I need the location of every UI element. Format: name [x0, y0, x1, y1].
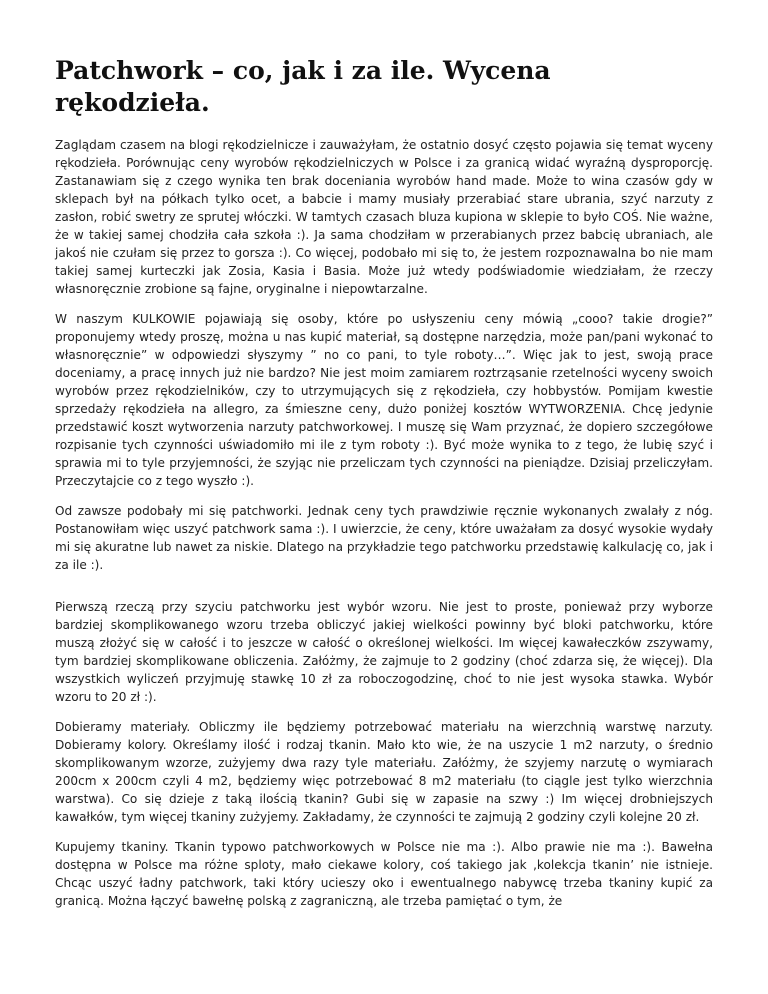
paragraph-3: Od zawsze podobały mi się patchworki. Jednak ceny tych prawdziwie ręcznie wykonanych zwalały z nóg. Postanowiłam więc uszyć patchwork sama :). I uwierzcie, że ceny, które uważałam za dosyć wysokie wydały mi się akuratne lub nawet za niskie. Dlatego na przykładzie tego patchworku przedstawię kalkulację co, jak i za ile :).: [55, 504, 713, 572]
paragraph-6: Kupujemy tkaniny. Tkanin typowo patchworkowych w Polsce nie ma :). Albo prawie nie ma :). Bawełna dostępna w Polsce ma różne sploty, mało ciekawe kolory, coś takiego jak ‚kolekcja tkanin’ nie istnieje. Chcąc uszyć ładny patchwork, taki który ucieszy oko i ewentualnego nabywcę trzeba tkaniny kupić za granicą. Można łączyć bawełnę polską z zagraniczną, ale trzeba pamiętać o tym, że: [55, 840, 713, 908]
paragraph-4: Pierwszą rzeczą przy szyciu patchworku jest wybór wzoru. Nie jest to proste, ponieważ przy wyborze bardziej skomplikowanego wzoru trzeba obliczyć jakiej wielkości powinny być bloki patchworku, które muszą złożyć się w całość i to jeszcze w całość o określonej wielkości. Im więcej kawałeczków zszywamy, tym bardziej skomplikowane obliczenia. Załóżmy, że zajmuje to 2 godziny (choć zdarza się, że więcej). Dla wszystkich wyliczeń przyjmuję stawkę 10 zł za roboczogodzinę, choć to nie jest wysoka stawka. Wybór wzoru to 20 zł :).: [55, 600, 713, 704]
paragraph-1: Zaglądam czasem na blogi rękodzielnicze i zauważyłam, że ostatnio dosyć często pojawia się temat wyceny rękodzieła. Porównując ceny wyrobów rękodzielniczych w Polsce i za granicą widać wyraźną dysproporcję. Zastanawiam się z czego wynika ten brak doceniania wyrobów hand made. Może to wina czasów gdy w sklepach był na półkach tylko ocet, a babcie i mamy musiały przerabiać stare ubrania, szyć narzuty z zasłon, robić swetry ze sprutej włóczki. W tamtych czasach bluza kupiona w sklepie to było COŚ. Nie ważne, że w takiej samej chodziła cała szkoła :). Ja sama chodziłam w przerabianych przez babcię ubraniach, ale jakoś nie czułam się przez to gorsza :). Co więcej, podobało mi się to, że jestem rozpoznawalna bo nie mam takiej samej kurteczki jak Zosia, Kasia i Basia. Może już wtedy podświadomie wiedziałam, że rzeczy własnoręcznie zrobione są fajne, oryginalne i niepowtarzalne.: [55, 138, 713, 296]
paragraph-5: Dobieramy materiały. Obliczmy ile będziemy potrzebować materiału na wierzchnią warstwę narzuty. Dobieramy kolory. Określamy ilość i rodzaj tkanin. Mało kto wie, że na uszycie 1 m2 narzuty, o średnio skomplikowanym wzorze, zużyjemy dwa razy tyle materiału. Załóżmy, że szyjemy narzutę o wymiarach 200cm x 200cm czyli 4 m2, będziemy więc potrzebować 8 m2 materiału (to ciągle jest tylko wierzchnia warstwa). Co się dzieje z taką ilością tkanin? Gubi się w zapasie na szwy :) Im więcej drobniejszych kawałków, tym więcej tkaniny zużyjemy. Zakładamy, że czynności te zajmują 2 godziny czyli kolejne 20 zł.: [55, 720, 713, 824]
article: [55, 55, 713, 922]
paragraph-2: W naszym KULKOWIE pojawiają się osoby, które po usłyszeniu ceny mówią „cooo? takie drogie?” proponujemy wtedy proszę, można u nas kupić materiał, są dostępne narzędzia, może pan/pani wykonać to własnoręcznie” w odpowiedzi słyszymy ” no co pani, to tyle roboty…”. Więc jak to jest, swoją prace doceniamy, a pracę innych już nie bardzo? Nie jest moim zamiarem roztrząsanie rzetelności wyceny swoich wyrobów przez rękodzielników, czy to utrzymujących się z rękodzieła, czy hobbystów. Pomijam kwestie sprzedaży rękodzieła na allegro, za śmieszne ceny, dużo poniżej kosztów WYTWORZENIA. Chcę jedynie przedstawić koszt wytworzenia narzuty patchworkowej. I muszę się Wam przyznać, że dopiero szczegółowe rozpisanie tych czynności uświadomiło mi ile z tym roboty :). Być może wynika to z tego, że lubię szyć i sprawia mi to tyle przyjemności, że szyjąc nie przeliczam tych czynności na pieniądze. Dzisiaj przeliczyłam. Przeczytajcie co z tego wyszło :).: [55, 312, 713, 488]
article-title: Patchwork – co, jak i za ile. Wycena rękodzieła.: [55, 56, 551, 117]
